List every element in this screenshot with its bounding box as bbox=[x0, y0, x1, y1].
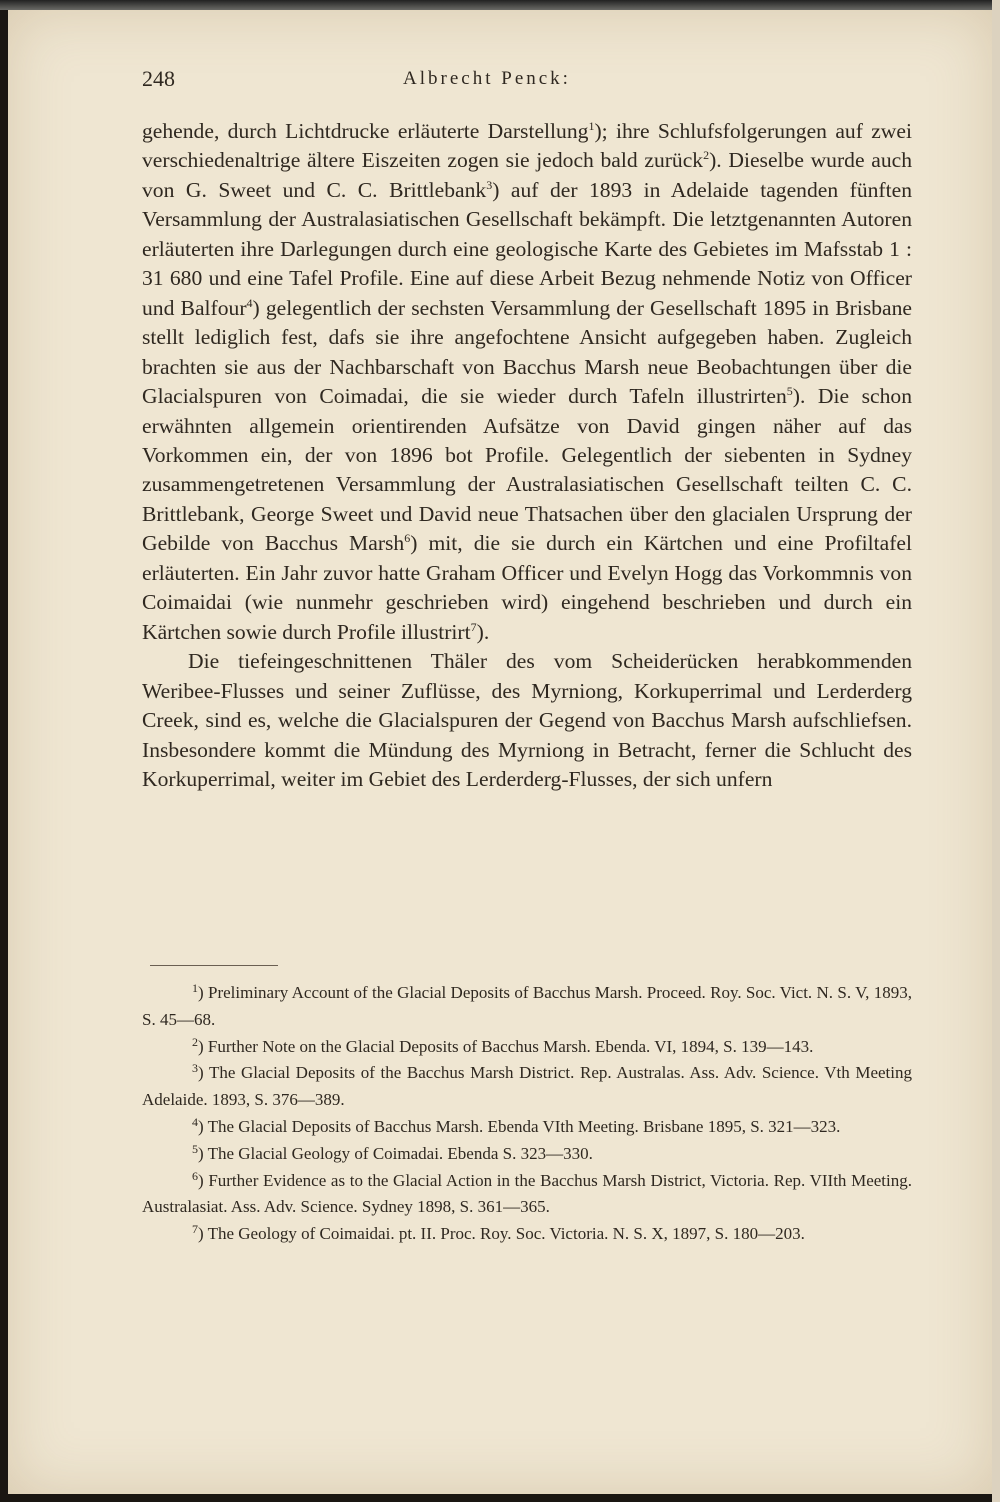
footnote-mark: 5 bbox=[192, 1141, 198, 1156]
footnote-text: ) The Glacial Deposits of Bacchus Marsh. Ebenda VIth Meeting. Brisbane 1895, S. 321—323. bbox=[198, 1116, 841, 1136]
footnote-ref: 1 bbox=[588, 119, 595, 133]
footnote-text: ) Preliminary Account of the Glacial Deposits of Bacchus Marsh. Proceed. Roy. Soc. Vict. N. S. V, 1893, S. 45—68. bbox=[142, 983, 912, 1029]
footnote-mark: 2 bbox=[192, 1034, 198, 1049]
text-run: ) gelegentlich der sechsten Versammlung der Gesellschaft 1895 in Brisbane stellt lediglich fest, dafs sie ihre angefochtene Ansicht aufgegeben haben. Zugleich brachten sie aus der Nachbarschaft von Bacchus Marsh neue Beobachtungen über die Glacialspuren von Coimadai, die sie wieder durch Tafeln illustrirten bbox=[142, 295, 912, 409]
footnote-ref: 3 bbox=[486, 177, 493, 192]
text-run: ). Die schon erwähnten allgemein orientirenden Aufsätze von David gingen näher auf das Vorkommen ein, der von 1896 bot Profile. Gelegentlich der siebenten in Sydney zusammengetretenen Versammlung der Australasiatischen Gesellschaft teilten C. C. Brittlebank, George Sweet und David neue Thatsachen über den glacialen Ursprung der Gebilde von Bacchus Marsh bbox=[142, 384, 912, 556]
footnote-mark: 6 bbox=[192, 1168, 198, 1183]
footnote-text: ) The Glacial Geology of Coimadai. Ebenda S. 323—330. bbox=[198, 1143, 593, 1163]
text-run: ). bbox=[476, 619, 490, 644]
footnote-3 bbox=[142, 1060, 912, 1114]
footnote-divider bbox=[150, 965, 278, 966]
page-number: 248 bbox=[142, 66, 175, 91]
footnote-mark: 3 bbox=[192, 1061, 198, 1076]
footnote-7 bbox=[142, 1221, 912, 1248]
text-run: gehende, durch Lichtdrucke erläuterte Darstellung bbox=[142, 119, 589, 143]
text-run: ) auf der 1893 in Adelaide tagenden fünften Versammlung der Australasiatischen Gesellschaft bekämpft. Die letztgenannten Autoren erläuterten ihre Darlegungen durch eine geologische Karte des Gebietes im Mafsstab 1 : 31 680 und eine Tafel Profile. Eine auf diese Arbeit Bezug nehmende Notiz von Officer und Balfour bbox=[142, 177, 912, 320]
footnote-ref: 6 bbox=[404, 531, 411, 546]
text-run: ) mit, die sie durch ein Kärtchen und eine Profiltafel erläuterten. Ein Jahr zuvor hatte Graham Officer und Evelyn Hogg das Vorkommnis von Coimaidai (wie nunmehr geschrieben wird) eingehend beschrieben und durch ein Kärtchen sowie durch Profile illustrirt bbox=[142, 531, 912, 644]
footnote-1 bbox=[142, 980, 912, 1034]
footnote-2 bbox=[142, 1034, 912, 1061]
footnote-ref: 5 bbox=[786, 384, 793, 399]
footnote-mark: 4 bbox=[192, 1114, 198, 1129]
running-head: Albrecht Penck: bbox=[403, 68, 571, 89]
footnote-mark: 1 bbox=[192, 981, 198, 995]
footnote-mark: 7 bbox=[192, 1222, 198, 1237]
scan-right-edge bbox=[992, 0, 1000, 1502]
text-run: ). Dieselbe wurde auch von G. Sweet und C. C. Brittlebank bbox=[142, 148, 912, 202]
footnote-text: ) The Glacial Deposits of the Bacchus Marsh District. Rep. Australas. Ass. Adv. Science. Vth Meeting Adelaide. 1893, S. 376—389. bbox=[142, 1063, 912, 1110]
text-run: ); ihre Schlufsfolgerungen auf zwei verschiedenaltrige ältere Eiszeiten zogen sie jedoch bald zurück bbox=[142, 119, 912, 173]
footnote-5 bbox=[142, 1141, 912, 1168]
footnote-ref: 7 bbox=[470, 619, 477, 634]
footnotes bbox=[142, 980, 912, 1248]
footnote-ref: 2 bbox=[703, 148, 710, 163]
page-header bbox=[142, 66, 912, 96]
body-text bbox=[142, 117, 912, 794]
text-run: Die tiefeingeschnittenen Thäler des vom Scheiderücken herabkommenden Weribee-Flusses und seiner Zuflüsse, des Myrniong, Korkuperrimal und Lerderderg Creek, sind es, welche die Glacialspuren der Gegend von Bacchus Marsh aufschliefsen. Insbesondere kommt die Mündung des Myrniong in Betracht, ferner die Schlucht des Korkuperrimal, weiter im Gebiet des Lerderderg-Flusses, der sich unfern bbox=[142, 649, 912, 791]
paragraph bbox=[142, 117, 912, 647]
footnote-6 bbox=[142, 1168, 912, 1222]
footnote-4 bbox=[142, 1114, 912, 1141]
scan-top-edge bbox=[0, 0, 1000, 10]
footnote-text: ) The Geology of Coimaidai. pt. II. Proc. Roy. Soc. Victoria. N. S. X, 1897, S. 180—203. bbox=[198, 1224, 805, 1244]
footnote-text: ) Further Note on the Glacial Deposits of Bacchus Marsh. Ebenda. VI, 1894, S. 139—143. bbox=[198, 1036, 814, 1056]
paragraph bbox=[142, 647, 912, 794]
footnote-text: ) Further Evidence as to the Glacial Action in the Bacchus Marsh District, Victoria. Rep. VIIth Meeting. Australasiat. Ass. Adv. Science. Sydney 1898, S. 361—365. bbox=[142, 1170, 912, 1217]
footnote-ref: 4 bbox=[246, 295, 253, 310]
